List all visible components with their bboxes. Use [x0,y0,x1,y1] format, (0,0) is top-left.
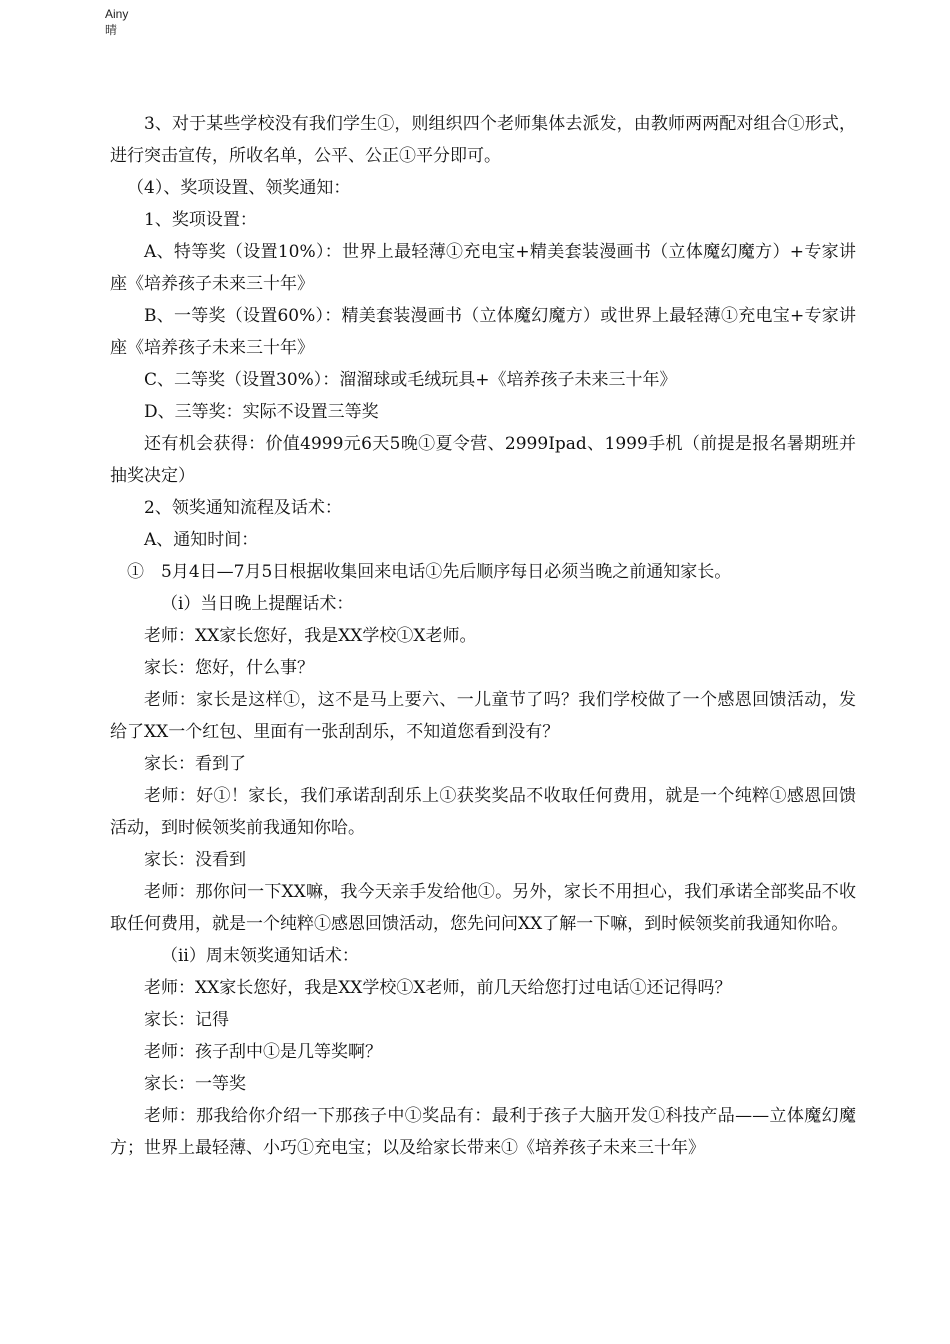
award-third-prize: D、三等奖：实际不设置三等奖 [144,402,379,422]
document-body [110,108,856,1164]
dialogue-line: 老师：XX家长您好，我是XX学校①X老师。 [144,626,477,646]
dialogue-line: 老师：XX家长您好，我是XX学校①X老师，前几天给您打过电话①还记得吗？ [144,978,732,998]
header-subtitle: 晴 [105,23,118,37]
award-bonus-chance: 还有机会获得：价值4999元6天5晚①夏令营、2999Ipad、1999手机（前提是报名暑期班并抽奖决定） [110,434,856,486]
subheading-award-settings: 1、奖项设置： [144,210,257,230]
subheading-notification-time: A、通知时间： [144,530,259,550]
dialogue-line: 老师：那我给你介绍一下那孩子中①奖品有：最利于孩子大脑开发①科技产品——立体魔幻魔方；世界上最轻薄、小巧①充电宝；以及给家长带来①《培养孩子未来三十年》 [110,1106,856,1158]
award-special-prize: A、特等奖（设置10%）：世界上最轻薄①充电宝+精美套装漫画书（立体魔幻魔方）+专家讲座《培养孩子未来三十年》 [110,242,856,294]
header-author: Ainy [105,7,129,21]
subheading-evening-script: （i）当日晚上提醒话术： [161,594,354,614]
section-heading-awards: （4）、奖项设置、领奖通知： [127,178,351,198]
dialogue-line: 家长：您好，什么事？ [144,658,314,678]
subheading-weekend-script: （ii）周末领奖通知话术： [161,946,359,966]
paragraph-school-distribution: 3、对于某些学校没有我们学生①，则组织四个老师集体去派发，由教师两两配对组合①形式，进行突击宣传，所收名单，公平、公正①平分即可。 [110,114,856,166]
award-first-prize: B、一等奖（设置60%）：精美套装漫画书（立体魔幻魔方）或世界上最轻薄①充电宝+专家讲座《培养孩子未来三十年》 [110,306,856,358]
subheading-notification-process: 2、领奖通知流程及话术： [144,498,342,518]
dialogue-line: 家长：没看到 [144,850,246,870]
dialogue-line: 老师：孩子刮中①是几等奖啊？ [144,1042,382,1062]
dialogue-line: 家长：记得 [144,1010,229,1030]
paragraph-notification-period: ① 5月4日—7月5日根据收集回来电话①先后顺序每日必须当晚之前通知家长。 [127,562,732,582]
dialogue-line: 老师：家长是这样①，这不是马上要六、一儿童节了吗？我们学校做了一个感恩回馈活动，发给了XX一个红包、里面有一张刮刮乐，不知道您看到没有？ [110,690,856,742]
dialogue-line: 老师：那你问一下XX嘛，我今天亲手发给他①。另外，家长不用担心，我们承诺全部奖品不收取任何费用，就是一个纯粹①感恩回馈活动，您先问问XX了解一下嘛，到时候领奖前我通知你哈。 [110,882,856,934]
dialogue-line: 家长：看到了 [144,754,246,774]
award-second-prize: C、二等奖（设置30%）：溜溜球或毛绒玩具+《培养孩子未来三十年》 [144,370,677,390]
page-header [105,6,128,38]
dialogue-line: 老师：好①！家长，我们承诺刮刮乐上①获奖奖品不收取任何费用，就是一个纯粹①感恩回馈活动，到时候领奖前我通知你哈。 [110,786,856,838]
dialogue-line: 家长：一等奖 [144,1074,246,1094]
